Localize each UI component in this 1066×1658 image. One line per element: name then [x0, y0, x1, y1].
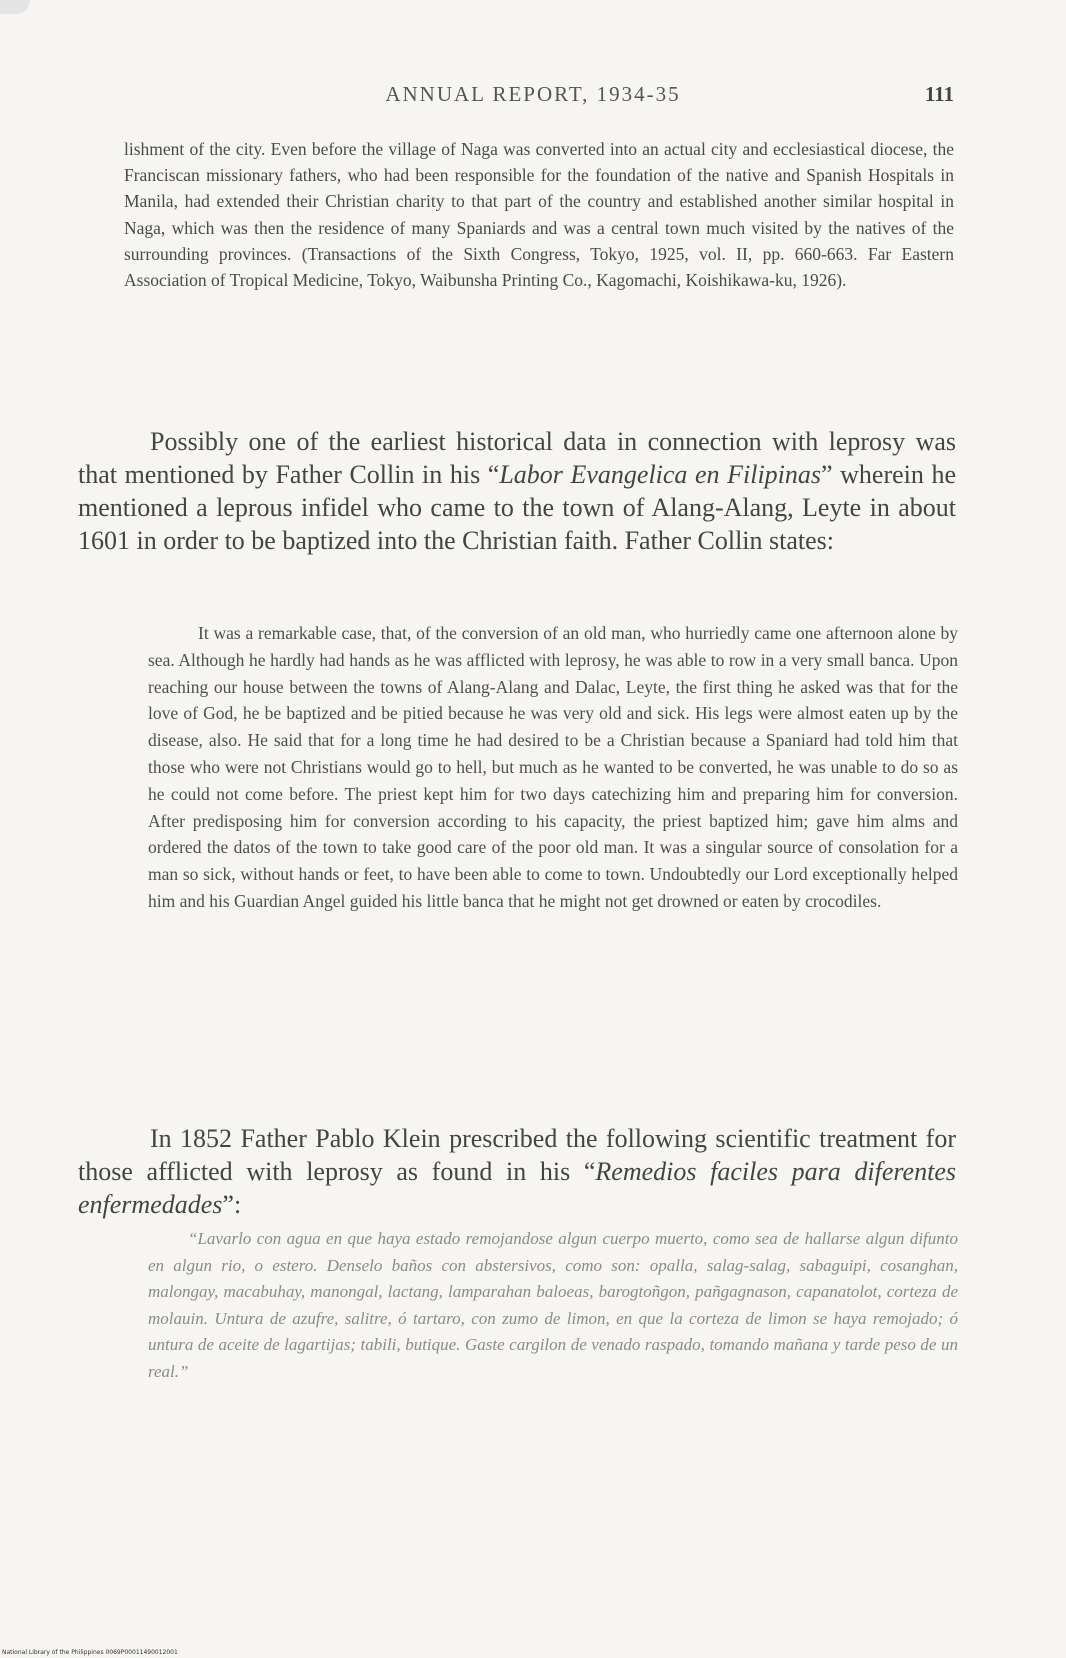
page-number: 111	[924, 82, 954, 106]
running-title: ANNUAL REPORT, 1934-35	[385, 82, 681, 106]
collin-book-title: Labor Evangelica en Filipinas	[499, 460, 822, 489]
page-header	[0, 82, 1066, 112]
paragraph-klein-before-title: In 1852 Father Pablo Klein prescribed the following scientific treatment for those afflicted with leprosy as found in his “	[78, 1124, 956, 1186]
paragraph-collin-before-title: Possibly one of the earliest historical data in connection with leprosy was that mentioned by Father Collin in his “	[78, 427, 956, 489]
paragraph-collin	[78, 425, 956, 557]
klein-book-title: Remedios faciles para diferentes enfermedades	[78, 1157, 956, 1219]
collin-quote-text: It was a remarkable case, that, of the conversion of an old man, who hurriedly came one afternoon alone by sea. Although he hardly had hands as he was afflicted with leprosy, he was able to row in a very small banca. Upon reaching our house between the towns of Alang-Alang and Dalac, Leyte, the first thing he asked was that for the love of God, he be baptized and be pitied because he was very old and sick. His legs were almost eaten up by the disease, also. He said that for a long time he had desired to be a Christian because a Spaniard had told him that those who were not Christians would go to hell, but much as he wanted to be converted, he was unable to do so as he could not come before. The priest kept him for two days catechizing him and preparing him for conversion. After predisposing him for conversion according to his capacity, the priest baptized him; gave him alms and ordered the datos of the town to take good care of the poor old man. It was a singular source of consolation for a man so sick, without hands or feet, to have been able to come to town. Undoubtedly our Lord exceptionally helped him and his Guardian Angel guided his little banca that he might not get drowned or eaten by crocodiles.	[148, 623, 958, 911]
paragraph-klein	[78, 1122, 956, 1221]
continuation-paragraph: lishment of the city. Even before the village of Naga was converted into an actual city and ecclesiastical diocese, the Franciscan missionary fathers, who had been responsible for the foundation of the native and Spanish Hospitals in Manila, had extended their Christian charity to that part of the country and established another similar hospital in Naga, which was then the residence of many Spaniards and was a central town much visited by the natives of the surrounding provinces. (Transactions of the Sixth Congress, Tokyo, 1925, vol. II, pp. 660-663. Far Eastern Association of Tropical Medicine, Tokyo, Waibunsha Printing Co., Kagomachi, Koishikawa-ku, 1926).	[124, 139, 954, 291]
spanish-quote-text: “Lavarlo con agua en que haya estado remojandose algun cuerpo muerto, como sea de hallarse algun difunto en algun rio, o estero. Denselo baños con abstersivos, como son: opalla, salag-salag, sabaguipi, cosanghan, malongay, macabuhay, manongal, lactang, lamparahan baloeas, barogtoñgon, pañgagnason, capanatolot, corteza de molauin. Untura de azufre, salitre, ó tartaro, con zumo de limon, en que la corteza de limon se haya remojado; ó untura de aceite de lagartijas; tabili, butique. Gaste cargilon de venado raspado, tomando mañana y tarde peso de un real.”	[148, 1229, 958, 1381]
paragraph-klein-after-title: ”:	[222, 1190, 242, 1219]
spanish-quote	[148, 1226, 958, 1385]
footer-credit: National Library of the Philippines 0069P00011490012001	[2, 1649, 178, 1656]
page-edge-shadow	[0, 0, 30, 14]
paragraph-collin-after-title: ” wherein he mentioned a leprous infidel who came to the town of Alang-Alang, Leyte in about 1601 in order to be baptized into the Christian faith. Father Collin states:	[78, 460, 957, 555]
collin-quote	[148, 620, 958, 915]
